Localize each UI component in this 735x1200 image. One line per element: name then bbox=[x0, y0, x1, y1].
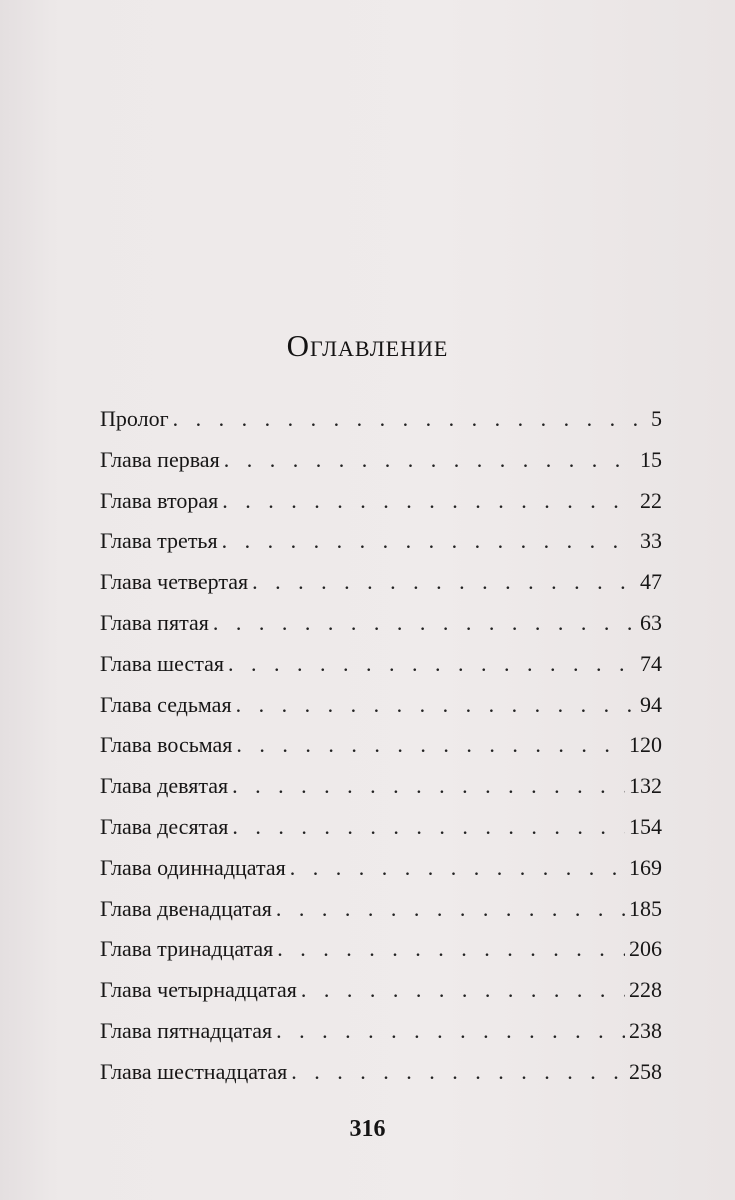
dot-leader bbox=[224, 447, 636, 473]
toc-entry bbox=[100, 610, 662, 651]
toc-entry bbox=[100, 855, 662, 896]
dot-leader bbox=[291, 1059, 625, 1085]
dot-leader bbox=[290, 855, 625, 881]
dot-leader bbox=[222, 528, 636, 554]
toc-entry bbox=[100, 1018, 662, 1059]
toc-entry-label: Глава вторая bbox=[100, 487, 219, 513]
dot-leader bbox=[252, 569, 636, 595]
dot-leader bbox=[232, 773, 625, 799]
toc-entry bbox=[100, 732, 662, 773]
dot-leader bbox=[222, 488, 636, 514]
toc-entry-page: 5 bbox=[651, 406, 662, 431]
toc-entry-label: Глава четвертая bbox=[100, 569, 249, 595]
toc-entry-label: Глава одиннадцатая bbox=[100, 854, 286, 880]
toc-entry-label: Глава шестнадцатая bbox=[100, 1058, 288, 1084]
dot-leader bbox=[213, 610, 636, 636]
toc-entry-page: 228 bbox=[629, 977, 662, 1003]
toc-entry-page: 185 bbox=[629, 895, 662, 921]
dot-leader bbox=[277, 936, 625, 962]
toc-entry bbox=[100, 936, 662, 977]
toc-entry bbox=[100, 896, 662, 937]
toc-entry-page: 22 bbox=[640, 487, 662, 513]
toc-entry-page: 74 bbox=[640, 650, 662, 676]
toc-entry-page: 47 bbox=[640, 569, 662, 595]
toc-entry bbox=[100, 528, 662, 569]
toc-entry-page: 120 bbox=[629, 732, 662, 758]
toc-entry-label: Глава девятая bbox=[100, 773, 229, 799]
toc-entry-label: Глава двенадцатая bbox=[100, 895, 272, 921]
toc-entry bbox=[100, 1059, 662, 1100]
dot-leader bbox=[301, 977, 625, 1003]
toc-entry-label: Глава пятая bbox=[100, 609, 209, 635]
toc-entry-label: Глава шестая bbox=[100, 650, 224, 676]
toc-entry-page: 154 bbox=[629, 813, 662, 839]
toc-entry-label: Глава третья bbox=[100, 528, 218, 554]
toc-entry bbox=[100, 651, 662, 692]
table-of-contents bbox=[100, 406, 662, 1100]
toc-entry-page: 238 bbox=[629, 1017, 662, 1043]
toc-entry-page: 258 bbox=[629, 1058, 662, 1084]
toc-entry-page: 15 bbox=[640, 446, 662, 472]
toc-entry-label: Глава пятнадцатая bbox=[100, 1017, 273, 1043]
dot-leader bbox=[276, 1018, 625, 1044]
toc-entry-label: Глава тринадцатая bbox=[100, 936, 274, 962]
dot-leader bbox=[276, 896, 625, 922]
toc-entry-page: 169 bbox=[629, 854, 662, 880]
toc-entry bbox=[100, 814, 662, 855]
dot-leader bbox=[232, 814, 625, 840]
toc-entry bbox=[100, 447, 662, 488]
toc-entry bbox=[100, 692, 662, 733]
toc-entry bbox=[100, 773, 662, 814]
dot-leader bbox=[228, 651, 636, 677]
dot-leader bbox=[173, 406, 647, 432]
toc-entry bbox=[100, 406, 662, 447]
toc-entry bbox=[100, 488, 662, 529]
page-number: 316 bbox=[349, 1116, 386, 1142]
dot-leader bbox=[236, 732, 625, 758]
toc-entry bbox=[100, 569, 662, 610]
toc-entry-page: 206 bbox=[629, 936, 662, 962]
dot-leader bbox=[236, 692, 636, 718]
toc-entry-page: 132 bbox=[629, 773, 662, 799]
toc-entry-label: Глава седьмая bbox=[100, 691, 232, 717]
toc-entry-label: Глава первая bbox=[100, 446, 220, 472]
toc-entry-label: Глава восьмая bbox=[100, 732, 233, 758]
toc-entry-page: 33 bbox=[640, 528, 662, 554]
toc-entry-label: Пролог bbox=[100, 406, 169, 431]
toc-entry-page: 63 bbox=[640, 609, 662, 635]
toc-entry-page: 94 bbox=[640, 691, 662, 717]
toc-entry bbox=[100, 977, 662, 1018]
toc-entry-label: Глава четырнадцатая bbox=[100, 977, 297, 1003]
page-title: Оглавление bbox=[286, 328, 449, 363]
toc-entry-label: Глава десятая bbox=[100, 813, 229, 839]
